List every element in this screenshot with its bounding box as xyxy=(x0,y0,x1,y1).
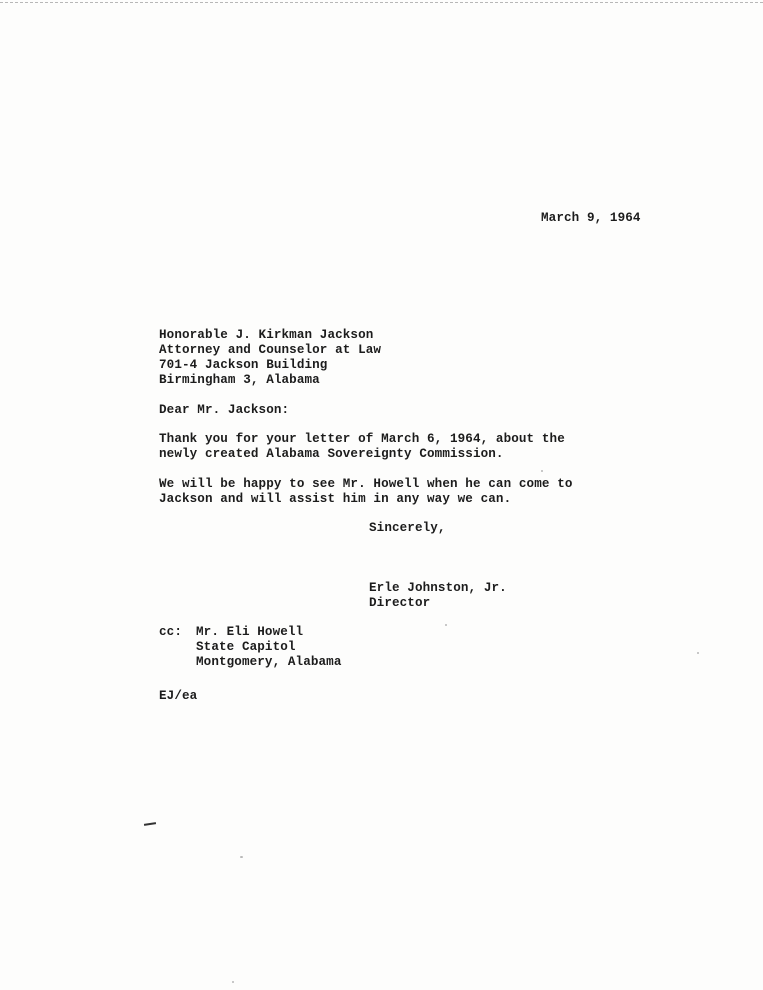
scan-speck xyxy=(697,652,699,654)
letter-date: March 9, 1964 xyxy=(541,211,641,225)
paragraph-line: We will be happy to see Mr. Howell when he can come to xyxy=(159,477,573,491)
paragraph-line: Thank you for your letter of March 6, 1964, about the xyxy=(159,432,565,446)
salutation: Dear Mr. Jackson: xyxy=(159,403,290,417)
scan-speck xyxy=(541,470,543,472)
closing: Sincerely, xyxy=(369,521,446,535)
scan-top-edge xyxy=(0,2,763,4)
scan-speck xyxy=(232,981,234,983)
cc-line: State Capitol xyxy=(196,640,296,654)
recipient-line: Honorable J. Kirkman Jackson xyxy=(159,328,374,342)
cc-line: Mr. Eli Howell xyxy=(196,625,304,639)
paragraph-line: newly created Alabama Sovereignty Commission. xyxy=(159,447,504,461)
typist-initials: EJ/ea xyxy=(159,689,198,703)
stray-pen-mark xyxy=(144,822,156,826)
recipient-line: Birmingham 3, Alabama xyxy=(159,373,320,387)
paragraph-line: Jackson and will assist him in any way we can. xyxy=(159,492,512,506)
cc-line: Montgomery, Alabama xyxy=(196,655,342,669)
cc-label: cc: xyxy=(159,625,182,639)
scan-speck xyxy=(240,856,243,858)
scan-speck xyxy=(445,624,447,626)
recipient-line: 701-4 Jackson Building xyxy=(159,358,328,372)
recipient-line: Attorney and Counselor at Law xyxy=(159,343,382,357)
signer-title: Director xyxy=(369,596,431,610)
signer-name: Erle Johnston, Jr. xyxy=(369,581,507,595)
